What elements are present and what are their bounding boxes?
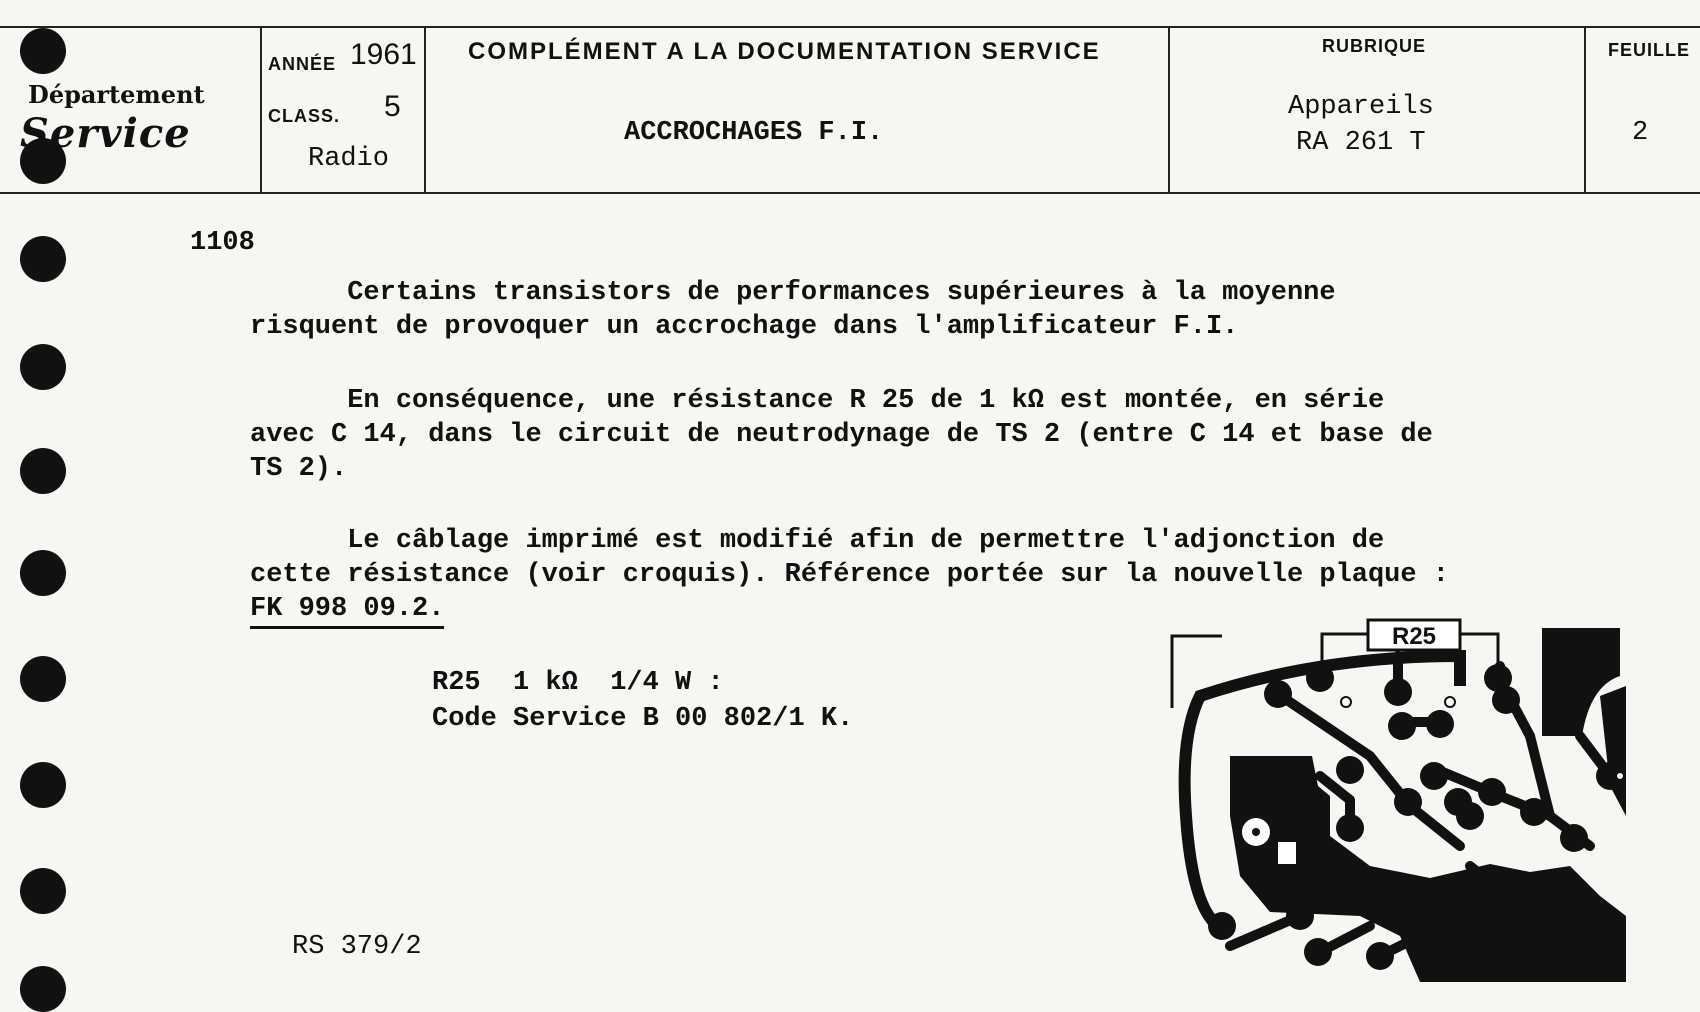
binder-hole: [20, 344, 66, 390]
header-top-rule: [0, 26, 1700, 28]
class-label: CLASS.: [268, 106, 341, 126]
header-bottom-rule: [0, 192, 1700, 194]
document-type: COMPLÉMENT A LA DOCUMENTATION SERVICE: [468, 38, 1101, 65]
header-divider: [260, 26, 262, 194]
year-label: ANNÉE: [268, 54, 337, 74]
binder-hole: [20, 966, 66, 1012]
binder-hole: [20, 868, 66, 914]
paragraph-line: Le câblage imprimé est modifié afin de permettre l'adjonction de: [250, 526, 1385, 556]
rubric-label: RUBRIQUE: [1322, 36, 1427, 56]
binder-hole: [20, 550, 66, 596]
binder-hole: [20, 448, 66, 494]
paragraph-line: TS 2).: [250, 454, 348, 484]
category-value: Radio: [308, 144, 390, 174]
binder-hole: [20, 762, 66, 808]
board-reference: FK 998 09.2.: [250, 594, 444, 629]
r25-label: R25: [1391, 623, 1437, 650]
paragraph-line: avec C 14, dans le circuit de neutrodynage de TS 2 (entre C 14 et base de: [250, 420, 1433, 450]
rubric-line-1: Appareils: [1288, 92, 1434, 122]
mounting-hole: [1252, 828, 1260, 836]
paragraph-line: Certains transistors de performances supérieures à la moyenne: [250, 278, 1336, 308]
department-logo: Service: [20, 110, 191, 157]
note-number: 1108: [190, 228, 255, 258]
rubric-line-2: RA 261 T: [1296, 128, 1426, 158]
year-value: 1961: [350, 38, 417, 71]
department-label: Département: [28, 80, 205, 109]
binder-hole: [20, 236, 66, 282]
document-code: RS 379/2: [292, 932, 422, 962]
paragraph-line: cette résistance (voir croquis). Référence portée sur la nouvelle plaque :: [250, 560, 1449, 590]
header-divider: [424, 26, 426, 194]
pcb-sketch: [1170, 616, 1626, 982]
paragraph-line: risquent de provoquer un accrochage dans l'amplificateur F.I.: [250, 312, 1239, 342]
ground-plane: [1600, 686, 1626, 816]
sheet-label: FEUILLE: [1608, 40, 1690, 60]
service-code: Code Service B 00 802/1 K.: [432, 704, 854, 734]
binder-hole: [20, 28, 66, 74]
resistor-spec: R25 1 kΩ 1/4 W :: [432, 668, 724, 698]
binder-hole: [20, 656, 66, 702]
paragraph-line: En conséquence, une résistance R 25 de 1 kΩ est montée, en série: [250, 386, 1385, 416]
header-divider: [1168, 26, 1170, 194]
header-divider: [1584, 26, 1586, 194]
copper-area: [1230, 756, 1626, 982]
class-value: 5: [384, 90, 401, 123]
sheet-number: 2: [1632, 118, 1649, 148]
document-subject: ACCROCHAGES F.I.: [624, 118, 884, 148]
copper-notch: [1278, 842, 1296, 864]
